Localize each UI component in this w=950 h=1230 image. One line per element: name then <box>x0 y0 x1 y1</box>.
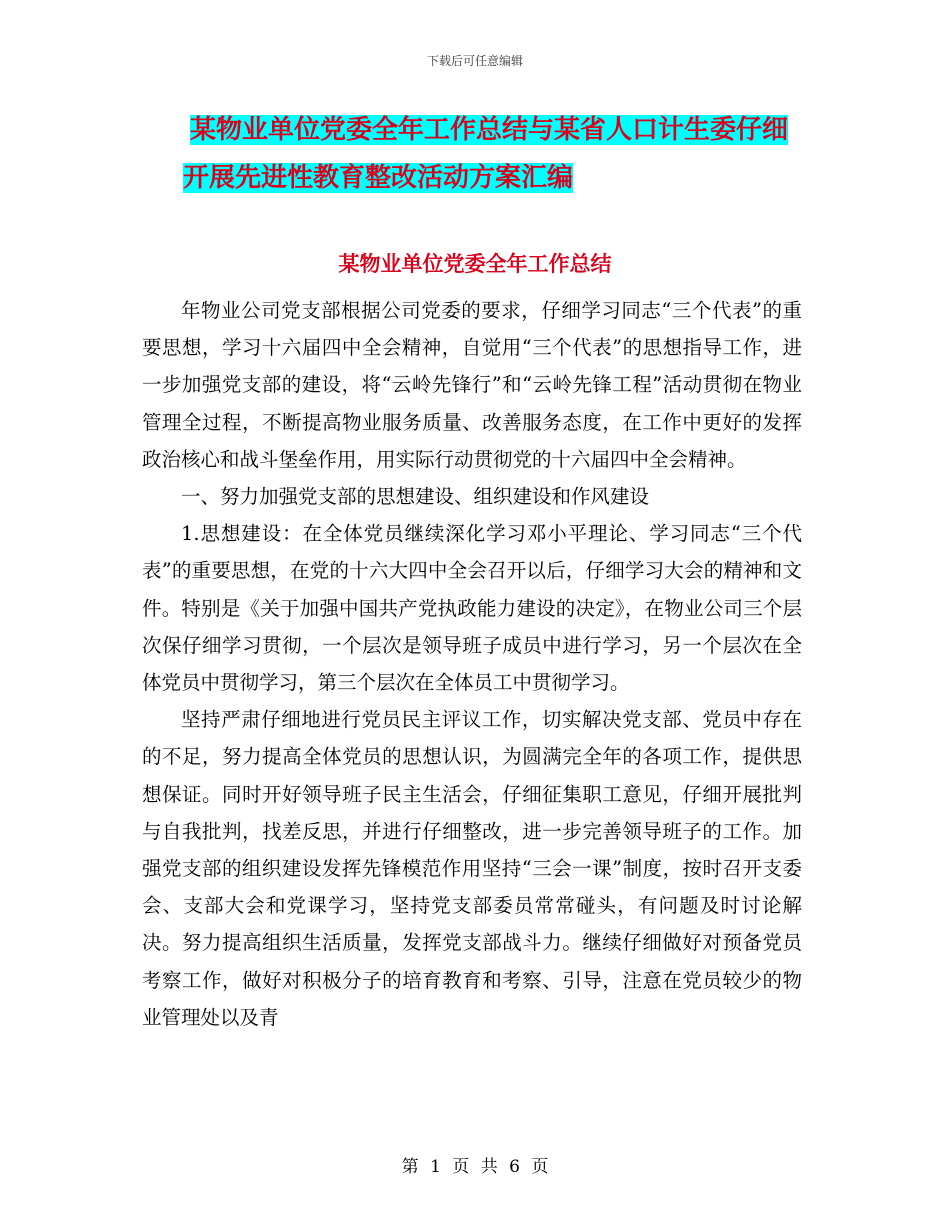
paragraph-intro: 年物业公司党支部根据公司党委的要求，仔细学习同志“三个代表”的重要思想，学习十六届四中全会精神，自觉用“三个代表”的思想指导工作，进一步加强党支部的建设，将“云岭先锋行”和“云岭先锋工程”活动贯彻在物业管理全过程，不断提高物业服务质量、改善服务态度，在工作中更好的发挥政治核心和战斗堡垒作用，用实际行动贯彻党的十六届四中全会精神。 <box>142 299 802 471</box>
page-header-note: 下载后可任意编辑 <box>426 54 523 68</box>
document-title <box>183 106 810 202</box>
document-body <box>142 292 802 1036</box>
section-title: 某物业单位党委全年工作总结 <box>338 251 612 276</box>
page-number-footer: 第 1 页 共 6 页 <box>401 1157 549 1177</box>
document-title-line-1: 某物业单位党委全年工作总结与某省人口计生委仔细 <box>190 115 789 145</box>
document-title-line-2: 开展先进性教育整改活动方案汇编 <box>183 163 574 193</box>
paragraph-ideology: 1.思想建设：在全体党员继续深化学习邓小平理论、学习同志“三个代表”的重要思想，在党的十六大四中全会召开以后，仔细学习大会的精神和文件。特别是《关于加强中国共产党执政能力建设的决定》，在物业公司三个层次保仔细学习贯彻，一个层次是领导班子成员中进行学习，另一个层次在全体党员中贯彻学习，第三个层次在全体员工中贯彻学习。 <box>142 522 802 695</box>
paragraph-heading-1: 一、努力加强党支部的思想建设、组织建设和作风建设 <box>181 485 650 509</box>
paragraph-organization: 坚持严肃仔细地进行党员民主评议工作，切实解决党支部、党员中存在的不足，努力提高全体党员的思想认识，为圆满完全年的各项工作，提供思想保证。同时开好领导班子民主生活会，仔细征集职工意见，仔细开展批判与自我批判，找差反思，并进行仔细整改，进一步完善领导班子的工作。加强党支部的组织建设发挥先锋模范作用坚持“三会一课”制度，按时召开支委会、支部大会和党课学习，坚持党支部委员常常碰头，有问题及时讨论解决。努力提高组织生活质量，发挥党支部战斗力。继续仔细做好对预备党员考察工作，做好对积极分子的培育教育和考察、引导，注意在党员较少的物业管理处以及青 <box>142 708 802 1029</box>
